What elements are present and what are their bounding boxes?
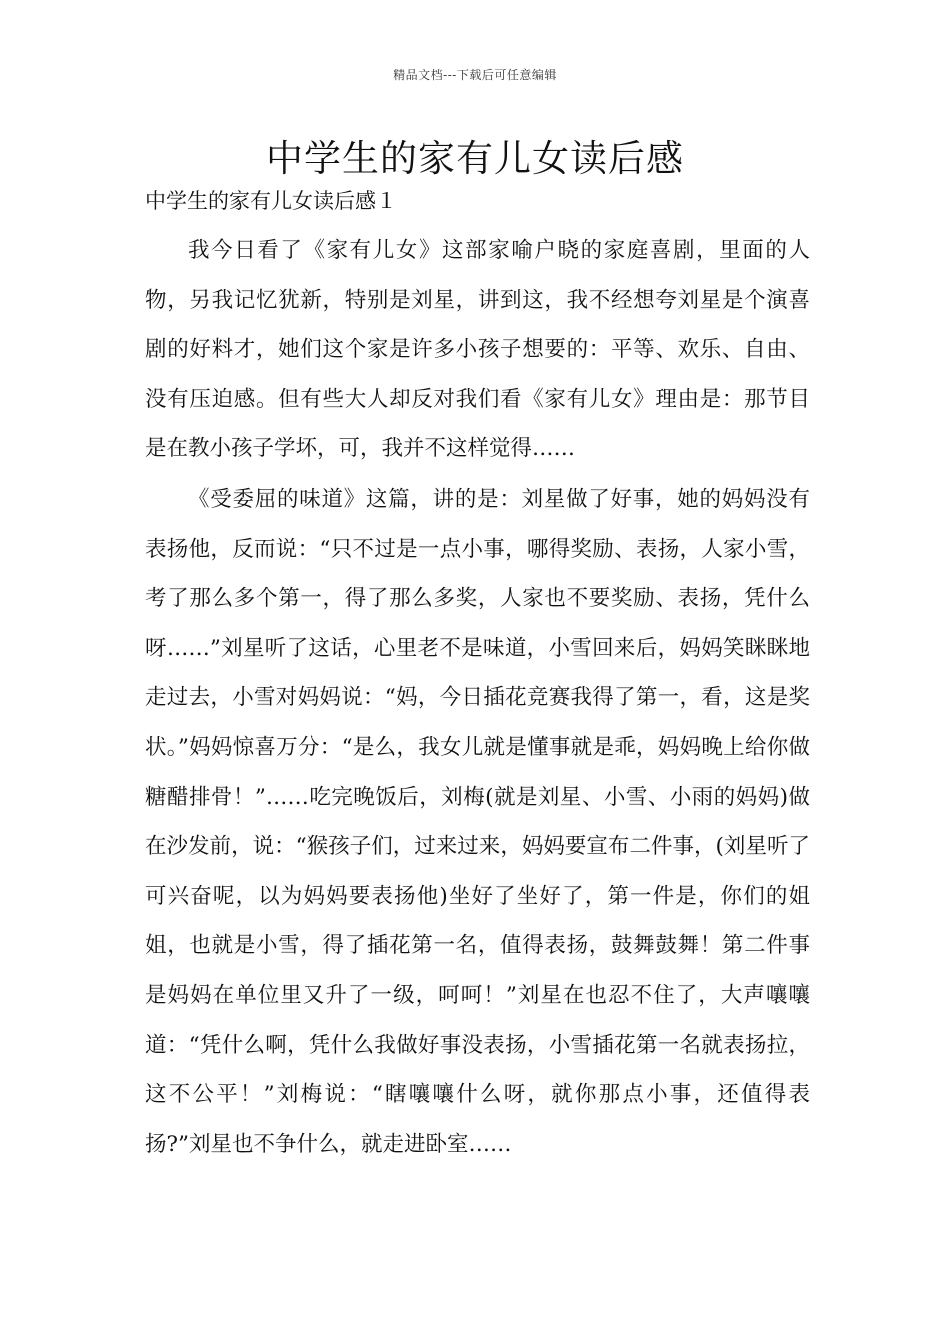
document-title: 中学生的家有儿女读后感	[266, 137, 684, 180]
paragraph-2: 《受委屈的味道》这篇，讲的是：刘星做了好事，她的妈妈没有表扬他，反而说：“只不过是一点小事，哪得奖励、表扬，人家小雪，考了那么多个第一，得了那么多奖，人家也不要奖励、表扬，凭什么呀……”刘星听了这话，心里老不是味道，小雪回来后，妈妈笑眯眯地走过去，小雪对妈妈说：“妈，今日插花竞赛我得了第一，看，这是奖状。”妈妈惊喜万分：“是么，我女儿就是懂事就是乖，妈妈晚上给你做糖醋排骨！”……吃完晚饭后，刘梅(就是刘星、小雪、小雨的妈妈)做在沙发前，说：“猴孩子们，过来过来，妈妈要宣布二件事，(刘星听了可兴奋呢，以为妈妈要表扬他)坐好了坐好了，第一件是，你们的姐姐，也就是小雪，得了插花第一名，值得表扬，鼓舞鼓舞！第二件事是妈妈在单位里又升了一级，呵呵！”刘星在也忍不住了，大声嚷嚷道：“凭什么啊，凭什么我做好事没表扬，小雪插花第一名就表扬拉，这不公平！”刘梅说：“瞎嚷嚷什么呀，就你那点小事，还值得表扬?”刘星也不争什么，就走进卧室……	[145, 487, 810, 1157]
paragraph-1: 我今日看了《家有儿女》这部家喻户晓的家庭喜剧，里面的人物，另我记忆犹新，特别是刘星，讲到这，我不经想夸刘星是个演喜剧的好料才，她们这个家是许多小孩子想要的：平等、欢乐、自由、没有压迫感。但有些大人却反对我们看《家有儿女》理由是：那节目是在教小孩子学坏，可，我并不这样觉得……	[145, 238, 810, 462]
header-note: 精品文档---下载后可任意编辑	[393, 68, 557, 82]
section-title: 中学生的家有儿女读后感１	[145, 189, 397, 213]
